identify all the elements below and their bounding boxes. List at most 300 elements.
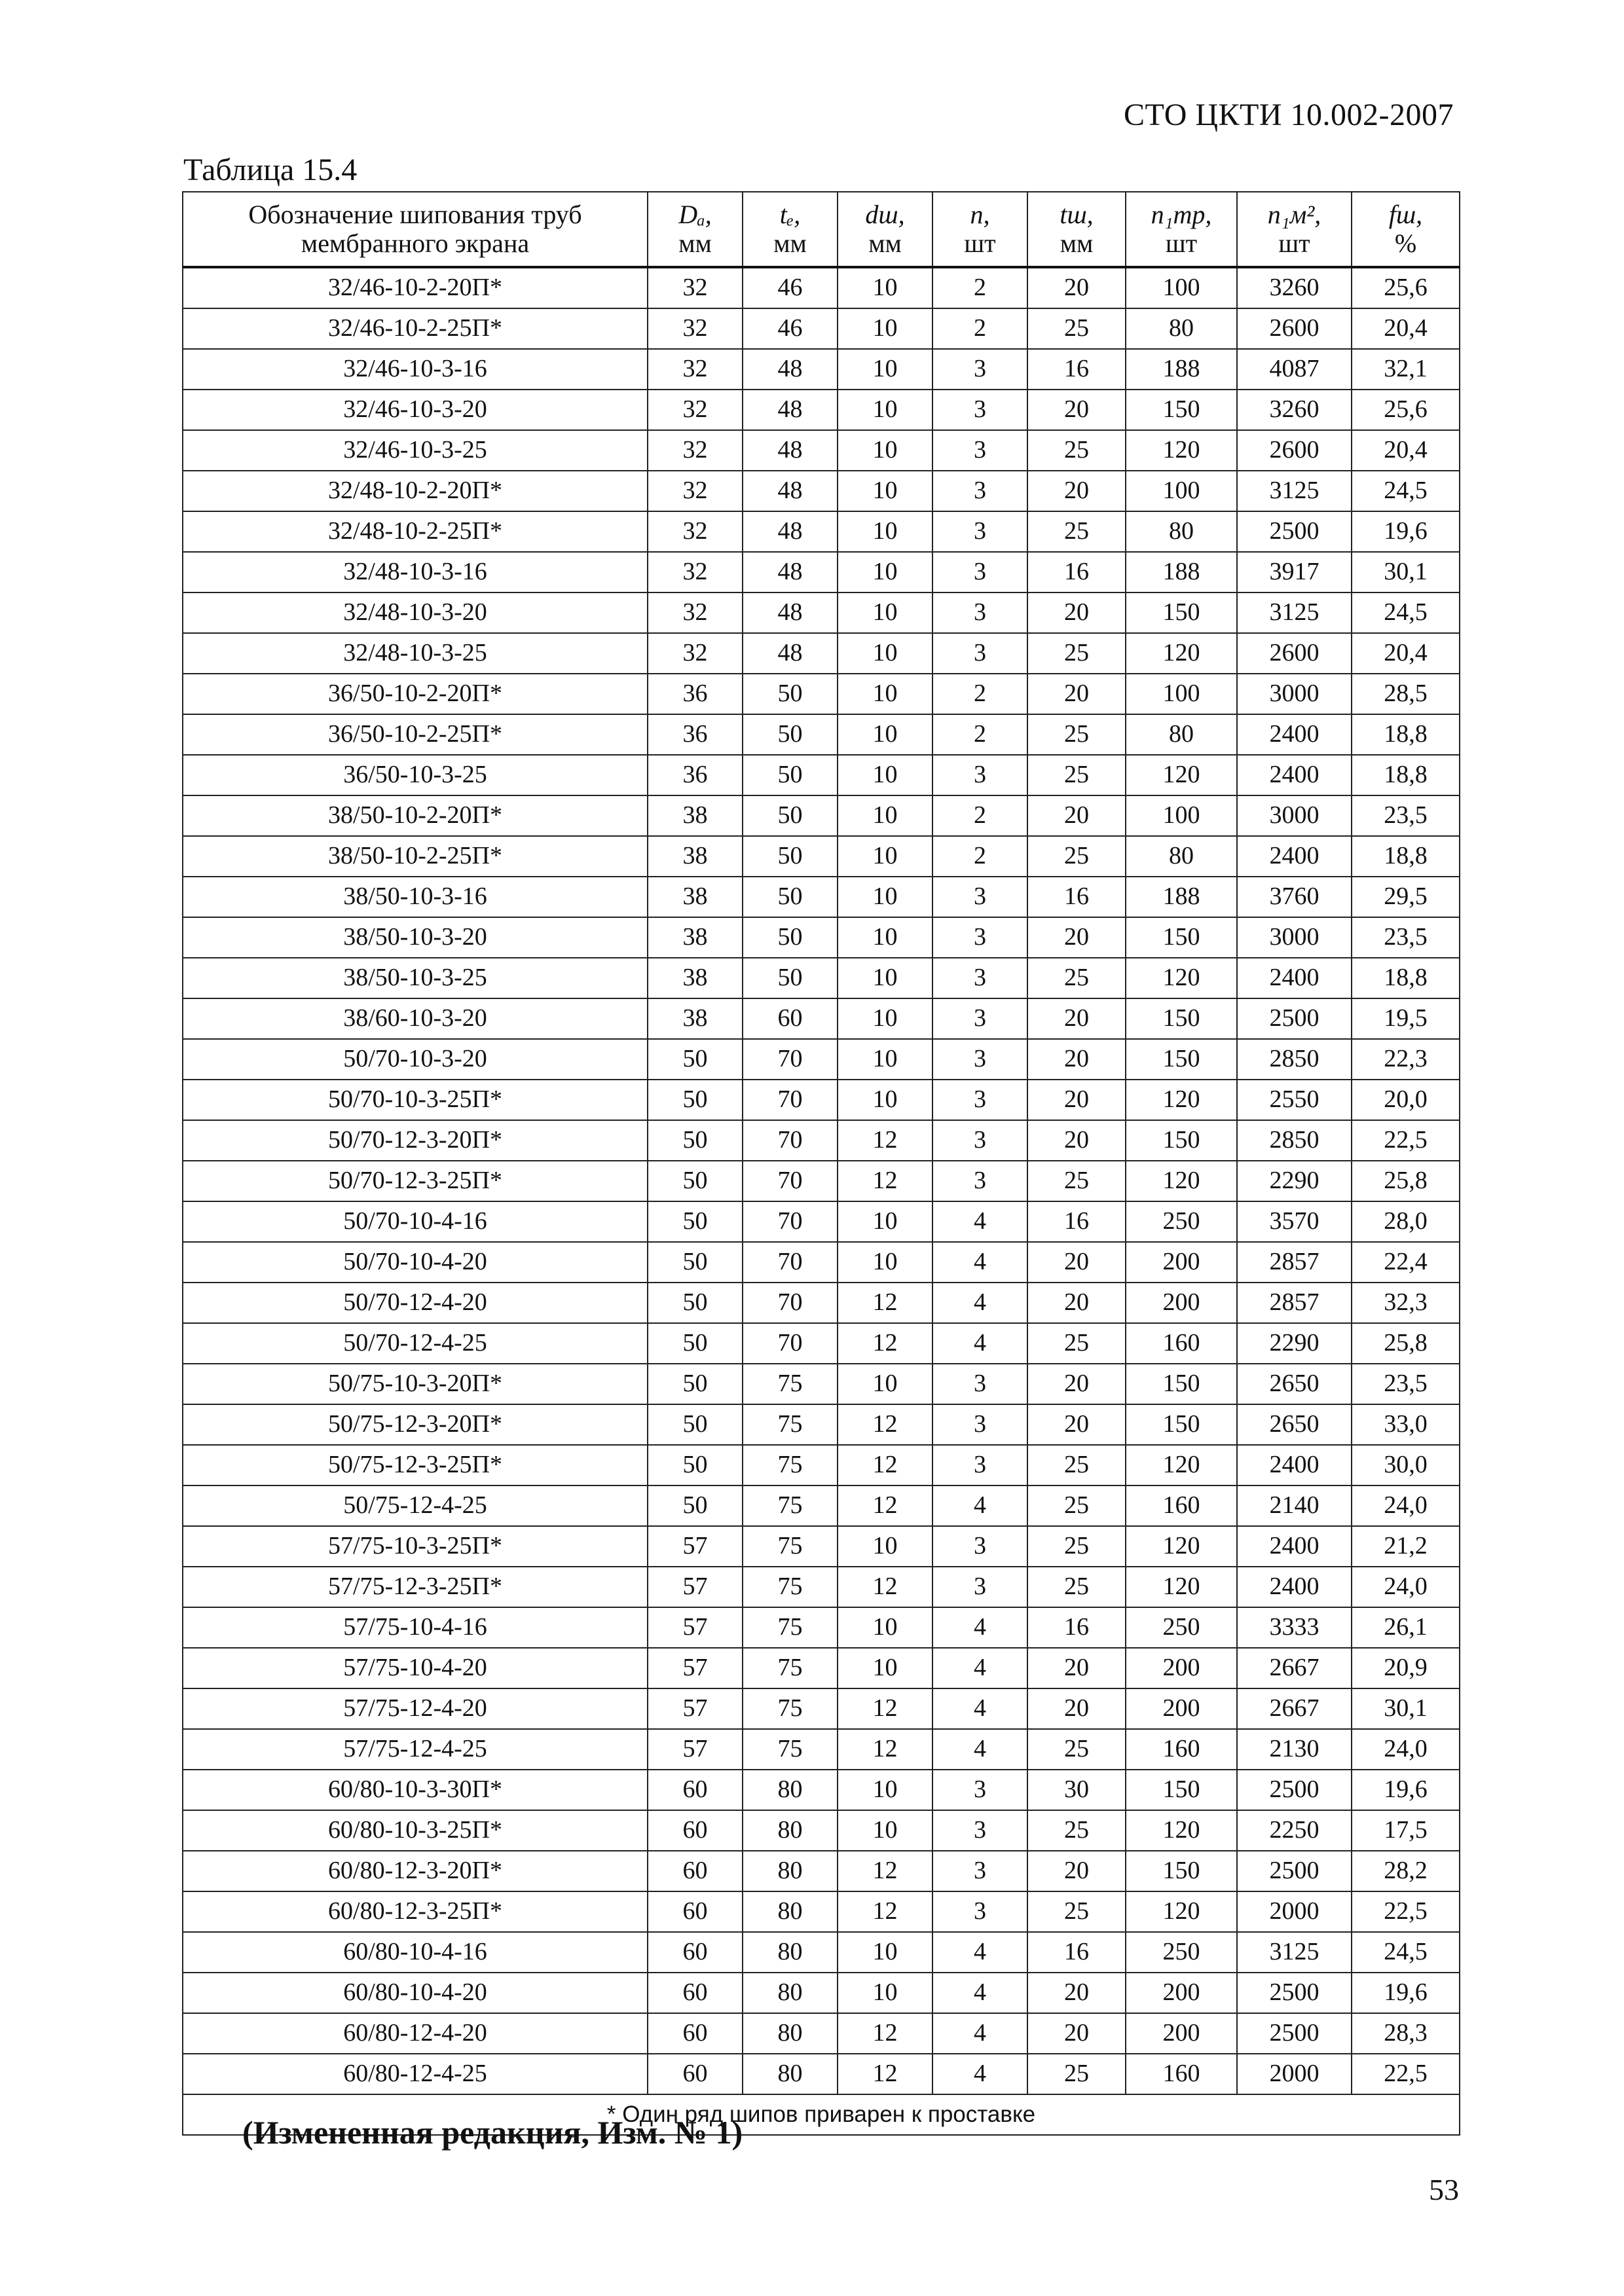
table-row	[183, 1688, 1460, 1729]
value-cell: 2400	[1237, 714, 1352, 755]
value-cell: 3260	[1237, 267, 1352, 308]
designation-cell: 32/46-10-3-16	[183, 349, 648, 390]
table-row	[183, 1283, 1460, 1323]
table-row	[183, 1080, 1460, 1120]
value-cell: 75	[743, 1526, 838, 1567]
value-cell: 2500	[1237, 998, 1352, 1039]
value-cell: 25	[1027, 308, 1126, 349]
value-cell: 46	[743, 308, 838, 349]
value-cell: 50	[648, 1323, 743, 1364]
value-cell: 3	[932, 1526, 1027, 1567]
value-cell: 2250	[1237, 1810, 1352, 1851]
value-cell: 20	[1027, 471, 1126, 511]
value-cell: 20	[1027, 1080, 1126, 1120]
value-cell: 22,5	[1352, 1891, 1460, 1932]
designation-cell: 60/80-12-3-25П*	[183, 1891, 648, 1932]
table-row	[183, 592, 1460, 633]
value-cell: 38	[648, 998, 743, 1039]
column-header-symbol: fш,	[1388, 200, 1423, 229]
value-cell: 36	[648, 755, 743, 795]
value-cell: 4	[932, 1485, 1027, 1526]
value-cell: 120	[1126, 958, 1237, 998]
value-cell: 24,5	[1352, 1932, 1460, 1973]
designation-cell: 60/80-10-4-20	[183, 1973, 648, 2013]
column-header-unit: мм	[868, 228, 902, 258]
value-cell: 19,5	[1352, 998, 1460, 1039]
value-cell: 2667	[1237, 1648, 1352, 1688]
value-cell: 75	[743, 1729, 838, 1770]
table-row	[183, 390, 1460, 430]
value-cell: 10	[838, 755, 932, 795]
value-cell: 3	[932, 917, 1027, 958]
value-cell: 70	[743, 1120, 838, 1161]
value-cell: 32	[648, 267, 743, 308]
value-cell: 3	[932, 1080, 1027, 1120]
value-cell: 3000	[1237, 795, 1352, 836]
revision-note: (Измененная редакция, Изм. № 1)	[242, 2114, 743, 2151]
value-cell: 80	[743, 1973, 838, 2013]
footnote: * Один ряд шипов приварен к проставке	[183, 2094, 1460, 2135]
value-cell: 2400	[1237, 1445, 1352, 1485]
value-cell: 48	[743, 471, 838, 511]
value-cell: 3	[932, 349, 1027, 390]
value-cell: 36	[648, 674, 743, 714]
value-cell: 10	[838, 1039, 932, 1080]
table-row	[183, 1810, 1460, 1851]
value-cell: 20	[1027, 1648, 1126, 1688]
column-header-symbol: tш,	[1060, 200, 1094, 229]
value-cell: 75	[743, 1445, 838, 1485]
value-cell: 25	[1027, 511, 1126, 552]
designation-cell: 50/70-12-4-20	[183, 1283, 648, 1323]
studding-table	[182, 191, 1460, 2136]
value-cell: 60	[648, 1932, 743, 1973]
table-row	[183, 714, 1460, 755]
table-row	[183, 349, 1460, 390]
value-cell: 32	[648, 552, 743, 592]
value-cell: 3000	[1237, 917, 1352, 958]
table-row	[183, 1607, 1460, 1648]
value-cell: 12	[838, 1688, 932, 1729]
value-cell: 200	[1126, 1242, 1237, 1283]
value-cell: 20,4	[1352, 430, 1460, 471]
table-row	[183, 836, 1460, 877]
value-cell: 2290	[1237, 1161, 1352, 1201]
value-cell: 18,8	[1352, 755, 1460, 795]
column-header-unit: мм	[1060, 228, 1094, 258]
value-cell: 25	[1027, 1526, 1126, 1567]
value-cell: 48	[743, 511, 838, 552]
value-cell: 250	[1126, 1201, 1237, 1242]
designation-cell: 57/75-10-3-25П*	[183, 1526, 648, 1567]
value-cell: 150	[1126, 1120, 1237, 1161]
value-cell: 25	[1027, 1729, 1126, 1770]
value-cell: 12	[838, 1485, 932, 1526]
table-row	[183, 998, 1460, 1039]
value-cell: 80	[743, 1810, 838, 1851]
value-cell: 188	[1126, 877, 1237, 917]
table-row	[183, 1404, 1460, 1445]
value-cell: 10	[838, 674, 932, 714]
value-cell: 100	[1126, 267, 1237, 308]
value-cell: 50	[743, 958, 838, 998]
value-cell: 4	[932, 1607, 1027, 1648]
value-cell: 2	[932, 674, 1027, 714]
value-cell: 3	[932, 1120, 1027, 1161]
designation-cell: 38/50-10-3-16	[183, 877, 648, 917]
value-cell: 10	[838, 1242, 932, 1283]
value-cell: 25	[1027, 633, 1126, 674]
value-cell: 12	[838, 1729, 932, 1770]
value-cell: 20	[1027, 592, 1126, 633]
designation-cell: 50/75-12-4-25	[183, 1485, 648, 1526]
table-row	[183, 958, 1460, 998]
value-cell: 3	[932, 1567, 1027, 1607]
value-cell: 70	[743, 1201, 838, 1242]
value-cell: 4	[932, 2054, 1027, 2094]
value-cell: 25	[1027, 1161, 1126, 1201]
designation-cell: 38/50-10-2-20П*	[183, 795, 648, 836]
value-cell: 2667	[1237, 1688, 1352, 1729]
value-cell: 75	[743, 1688, 838, 1729]
value-cell: 60	[648, 1891, 743, 1932]
value-cell: 20	[1027, 1851, 1126, 1891]
studding-table-container	[182, 191, 1459, 2136]
column-header-symbol: dш,	[865, 200, 905, 229]
value-cell: 2000	[1237, 2054, 1352, 2094]
value-cell: 25	[1027, 755, 1126, 795]
column-header-unit: мембранного экрана	[301, 228, 530, 258]
value-cell: 4	[932, 1973, 1027, 2013]
value-cell: 10	[838, 267, 932, 308]
value-cell: 150	[1126, 917, 1237, 958]
document-code: СТО ЦКТИ 10.002-2007	[1123, 98, 1454, 132]
value-cell: 2	[932, 836, 1027, 877]
designation-cell: 50/70-10-3-20	[183, 1039, 648, 1080]
table-row	[183, 1120, 1460, 1161]
value-cell: 21,2	[1352, 1526, 1460, 1567]
value-cell: 80	[1126, 308, 1237, 349]
value-cell: 50	[648, 1201, 743, 1242]
designation-cell: 36/50-10-3-25	[183, 755, 648, 795]
value-cell: 20	[1027, 1364, 1126, 1404]
value-cell: 48	[743, 633, 838, 674]
column-header	[183, 192, 648, 267]
value-cell: 100	[1126, 674, 1237, 714]
value-cell: 28,2	[1352, 1851, 1460, 1891]
table-row	[183, 1729, 1460, 1770]
value-cell: 50	[743, 836, 838, 877]
value-cell: 80	[743, 2013, 838, 2054]
value-cell: 20	[1027, 1120, 1126, 1161]
designation-cell: 32/46-10-3-20	[183, 390, 648, 430]
value-cell: 48	[743, 592, 838, 633]
value-cell: 57	[648, 1607, 743, 1648]
value-cell: 2500	[1237, 511, 1352, 552]
table-row	[183, 755, 1460, 795]
value-cell: 30,1	[1352, 1688, 1460, 1729]
value-cell: 100	[1126, 471, 1237, 511]
value-cell: 32	[648, 308, 743, 349]
table-row	[183, 1161, 1460, 1201]
value-cell: 3760	[1237, 877, 1352, 917]
value-cell: 18,8	[1352, 714, 1460, 755]
column-header-symbol: n₁тр,	[1151, 200, 1212, 229]
value-cell: 12	[838, 2013, 932, 2054]
table-row	[183, 511, 1460, 552]
designation-cell: 60/80-12-4-20	[183, 2013, 648, 2054]
value-cell: 10	[838, 390, 932, 430]
value-cell: 70	[743, 1161, 838, 1201]
value-cell: 25,8	[1352, 1323, 1460, 1364]
value-cell: 25	[1027, 2054, 1126, 2094]
value-cell: 120	[1126, 1891, 1237, 1932]
value-cell: 20	[1027, 1039, 1126, 1080]
value-cell: 20,0	[1352, 1080, 1460, 1120]
value-cell: 2400	[1237, 836, 1352, 877]
value-cell: 29,5	[1352, 877, 1460, 917]
value-cell: 70	[743, 1039, 838, 1080]
value-cell: 12	[838, 1161, 932, 1201]
value-cell: 3	[932, 1364, 1027, 1404]
value-cell: 2850	[1237, 1120, 1352, 1161]
value-cell: 60	[648, 1810, 743, 1851]
table-row	[183, 1567, 1460, 1607]
value-cell: 2400	[1237, 1526, 1352, 1567]
value-cell: 3125	[1237, 1932, 1352, 1973]
value-cell: 38	[648, 958, 743, 998]
value-cell: 30,0	[1352, 1445, 1460, 1485]
designation-cell: 57/75-12-4-20	[183, 1688, 648, 1729]
value-cell: 4	[932, 1688, 1027, 1729]
value-cell: 20	[1027, 1688, 1126, 1729]
column-header-symbol: Dₐ,	[678, 200, 712, 229]
value-cell: 100	[1126, 795, 1237, 836]
designation-cell: 50/70-12-4-25	[183, 1323, 648, 1364]
value-cell: 75	[743, 1485, 838, 1526]
value-cell: 2400	[1237, 1567, 1352, 1607]
designation-cell: 32/46-10-3-25	[183, 430, 648, 471]
table-header-row	[183, 192, 1460, 267]
value-cell: 200	[1126, 2013, 1237, 2054]
designation-cell: 57/75-12-4-25	[183, 1729, 648, 1770]
table-row	[183, 1526, 1460, 1567]
value-cell: 200	[1126, 1283, 1237, 1323]
value-cell: 12	[838, 1891, 932, 1932]
value-cell: 38	[648, 917, 743, 958]
value-cell: 4	[932, 1323, 1027, 1364]
value-cell: 20	[1027, 1242, 1126, 1283]
value-cell: 2650	[1237, 1404, 1352, 1445]
value-cell: 2130	[1237, 1729, 1352, 1770]
value-cell: 12	[838, 1120, 932, 1161]
value-cell: 24,0	[1352, 1485, 1460, 1526]
designation-cell: 50/70-12-3-20П*	[183, 1120, 648, 1161]
value-cell: 4	[932, 1201, 1027, 1242]
value-cell: 48	[743, 552, 838, 592]
value-cell: 3	[932, 1810, 1027, 1851]
table-row	[183, 1770, 1460, 1810]
designation-cell: 32/48-10-3-16	[183, 552, 648, 592]
value-cell: 18,8	[1352, 958, 1460, 998]
value-cell: 28,5	[1352, 674, 1460, 714]
table-row	[183, 471, 1460, 511]
value-cell: 3	[932, 998, 1027, 1039]
value-cell: 3	[932, 755, 1027, 795]
value-cell: 2600	[1237, 430, 1352, 471]
designation-cell: 57/75-10-4-16	[183, 1607, 648, 1648]
value-cell: 250	[1126, 1932, 1237, 1973]
value-cell: 150	[1126, 592, 1237, 633]
value-cell: 3	[932, 552, 1027, 592]
value-cell: 3	[932, 1161, 1027, 1201]
value-cell: 80	[743, 1851, 838, 1891]
value-cell: 2857	[1237, 1283, 1352, 1323]
value-cell: 20,4	[1352, 633, 1460, 674]
value-cell: 80	[743, 1770, 838, 1810]
designation-cell: 32/46-10-2-25П*	[183, 308, 648, 349]
table-row	[183, 1039, 1460, 1080]
value-cell: 160	[1126, 1729, 1237, 1770]
designation-cell: 57/75-12-3-25П*	[183, 1567, 648, 1607]
value-cell: 60	[648, 1973, 743, 2013]
value-cell: 3260	[1237, 390, 1352, 430]
value-cell: 4	[932, 1242, 1027, 1283]
value-cell: 20	[1027, 998, 1126, 1039]
value-cell: 20	[1027, 795, 1126, 836]
value-cell: 250	[1126, 1607, 1237, 1648]
designation-cell: 50/75-10-3-20П*	[183, 1364, 648, 1404]
value-cell: 50	[743, 674, 838, 714]
value-cell: 200	[1126, 1973, 1237, 2013]
value-cell: 57	[648, 1729, 743, 1770]
value-cell: 23,5	[1352, 795, 1460, 836]
value-cell: 10	[838, 349, 932, 390]
value-cell: 10	[838, 1364, 932, 1404]
table-row	[183, 633, 1460, 674]
value-cell: 20	[1027, 1283, 1126, 1323]
value-cell: 25	[1027, 1323, 1126, 1364]
value-cell: 200	[1126, 1648, 1237, 1688]
value-cell: 4087	[1237, 349, 1352, 390]
value-cell: 10	[838, 1201, 932, 1242]
designation-cell: 60/80-12-3-20П*	[183, 1851, 648, 1891]
value-cell: 120	[1126, 755, 1237, 795]
value-cell: 25	[1027, 714, 1126, 755]
table-row	[183, 1932, 1460, 1973]
value-cell: 10	[838, 998, 932, 1039]
value-cell: 50	[648, 1283, 743, 1323]
value-cell: 50	[743, 755, 838, 795]
value-cell: 17,5	[1352, 1810, 1460, 1851]
value-cell: 120	[1126, 1445, 1237, 1485]
column-header-symbol: n,	[970, 200, 990, 229]
value-cell: 80	[743, 2054, 838, 2094]
table-row	[183, 674, 1460, 714]
value-cell: 60	[648, 1770, 743, 1810]
value-cell: 20	[1027, 917, 1126, 958]
value-cell: 30,1	[1352, 552, 1460, 592]
value-cell: 75	[743, 1648, 838, 1688]
value-cell: 150	[1126, 998, 1237, 1039]
value-cell: 19,6	[1352, 1973, 1460, 2013]
value-cell: 57	[648, 1567, 743, 1607]
column-header-symbol: Обозначение шипования труб	[248, 200, 582, 229]
value-cell: 24,0	[1352, 1729, 1460, 1770]
value-cell: 3917	[1237, 552, 1352, 592]
value-cell: 60	[648, 2054, 743, 2094]
designation-cell: 32/48-10-3-20	[183, 592, 648, 633]
value-cell: 188	[1126, 349, 1237, 390]
value-cell: 50	[648, 1242, 743, 1283]
value-cell: 10	[838, 1810, 932, 1851]
column-header	[648, 192, 743, 267]
value-cell: 80	[743, 1891, 838, 1932]
value-cell: 4	[932, 1729, 1027, 1770]
value-cell: 20,4	[1352, 308, 1460, 349]
designation-cell: 50/70-10-4-20	[183, 1242, 648, 1283]
value-cell: 120	[1126, 1526, 1237, 1567]
value-cell: 80	[1126, 714, 1237, 755]
value-cell: 22,5	[1352, 1120, 1460, 1161]
designation-cell: 60/80-12-4-25	[183, 2054, 648, 2094]
value-cell: 22,4	[1352, 1242, 1460, 1283]
value-cell: 32,3	[1352, 1283, 1460, 1323]
value-cell: 50	[648, 1161, 743, 1201]
value-cell: 70	[743, 1080, 838, 1120]
table-row	[183, 552, 1460, 592]
value-cell: 12	[838, 2054, 932, 2094]
value-cell: 50	[648, 1120, 743, 1161]
value-cell: 120	[1126, 1080, 1237, 1120]
value-cell: 16	[1027, 1607, 1126, 1648]
value-cell: 3	[932, 1445, 1027, 1485]
value-cell: 60	[648, 2013, 743, 2054]
value-cell: 25	[1027, 958, 1126, 998]
value-cell: 2550	[1237, 1080, 1352, 1120]
table-row	[183, 267, 1460, 308]
value-cell: 25,8	[1352, 1161, 1460, 1201]
value-cell: 2857	[1237, 1242, 1352, 1283]
table-row	[183, 1445, 1460, 1485]
value-cell: 60	[648, 1851, 743, 1891]
table-caption: Таблица 15.4	[183, 153, 358, 187]
value-cell: 3333	[1237, 1607, 1352, 1648]
value-cell: 20	[1027, 390, 1126, 430]
value-cell: 12	[838, 1567, 932, 1607]
value-cell: 2	[932, 795, 1027, 836]
value-cell: 150	[1126, 390, 1237, 430]
value-cell: 10	[838, 1770, 932, 1810]
value-cell: 20	[1027, 674, 1126, 714]
value-cell: 2	[932, 714, 1027, 755]
value-cell: 10	[838, 511, 932, 552]
value-cell: 120	[1126, 430, 1237, 471]
designation-cell: 50/70-12-3-25П*	[183, 1161, 648, 1201]
value-cell: 10	[838, 958, 932, 998]
value-cell: 50	[648, 1364, 743, 1404]
designation-cell: 32/48-10-2-20П*	[183, 471, 648, 511]
value-cell: 32	[648, 511, 743, 552]
column-header	[838, 192, 932, 267]
value-cell: 50	[648, 1039, 743, 1080]
value-cell: 20	[1027, 2013, 1126, 2054]
value-cell: 60	[743, 998, 838, 1039]
value-cell: 36	[648, 714, 743, 755]
designation-cell: 50/75-12-3-20П*	[183, 1404, 648, 1445]
value-cell: 150	[1126, 1770, 1237, 1810]
value-cell: 32	[648, 592, 743, 633]
